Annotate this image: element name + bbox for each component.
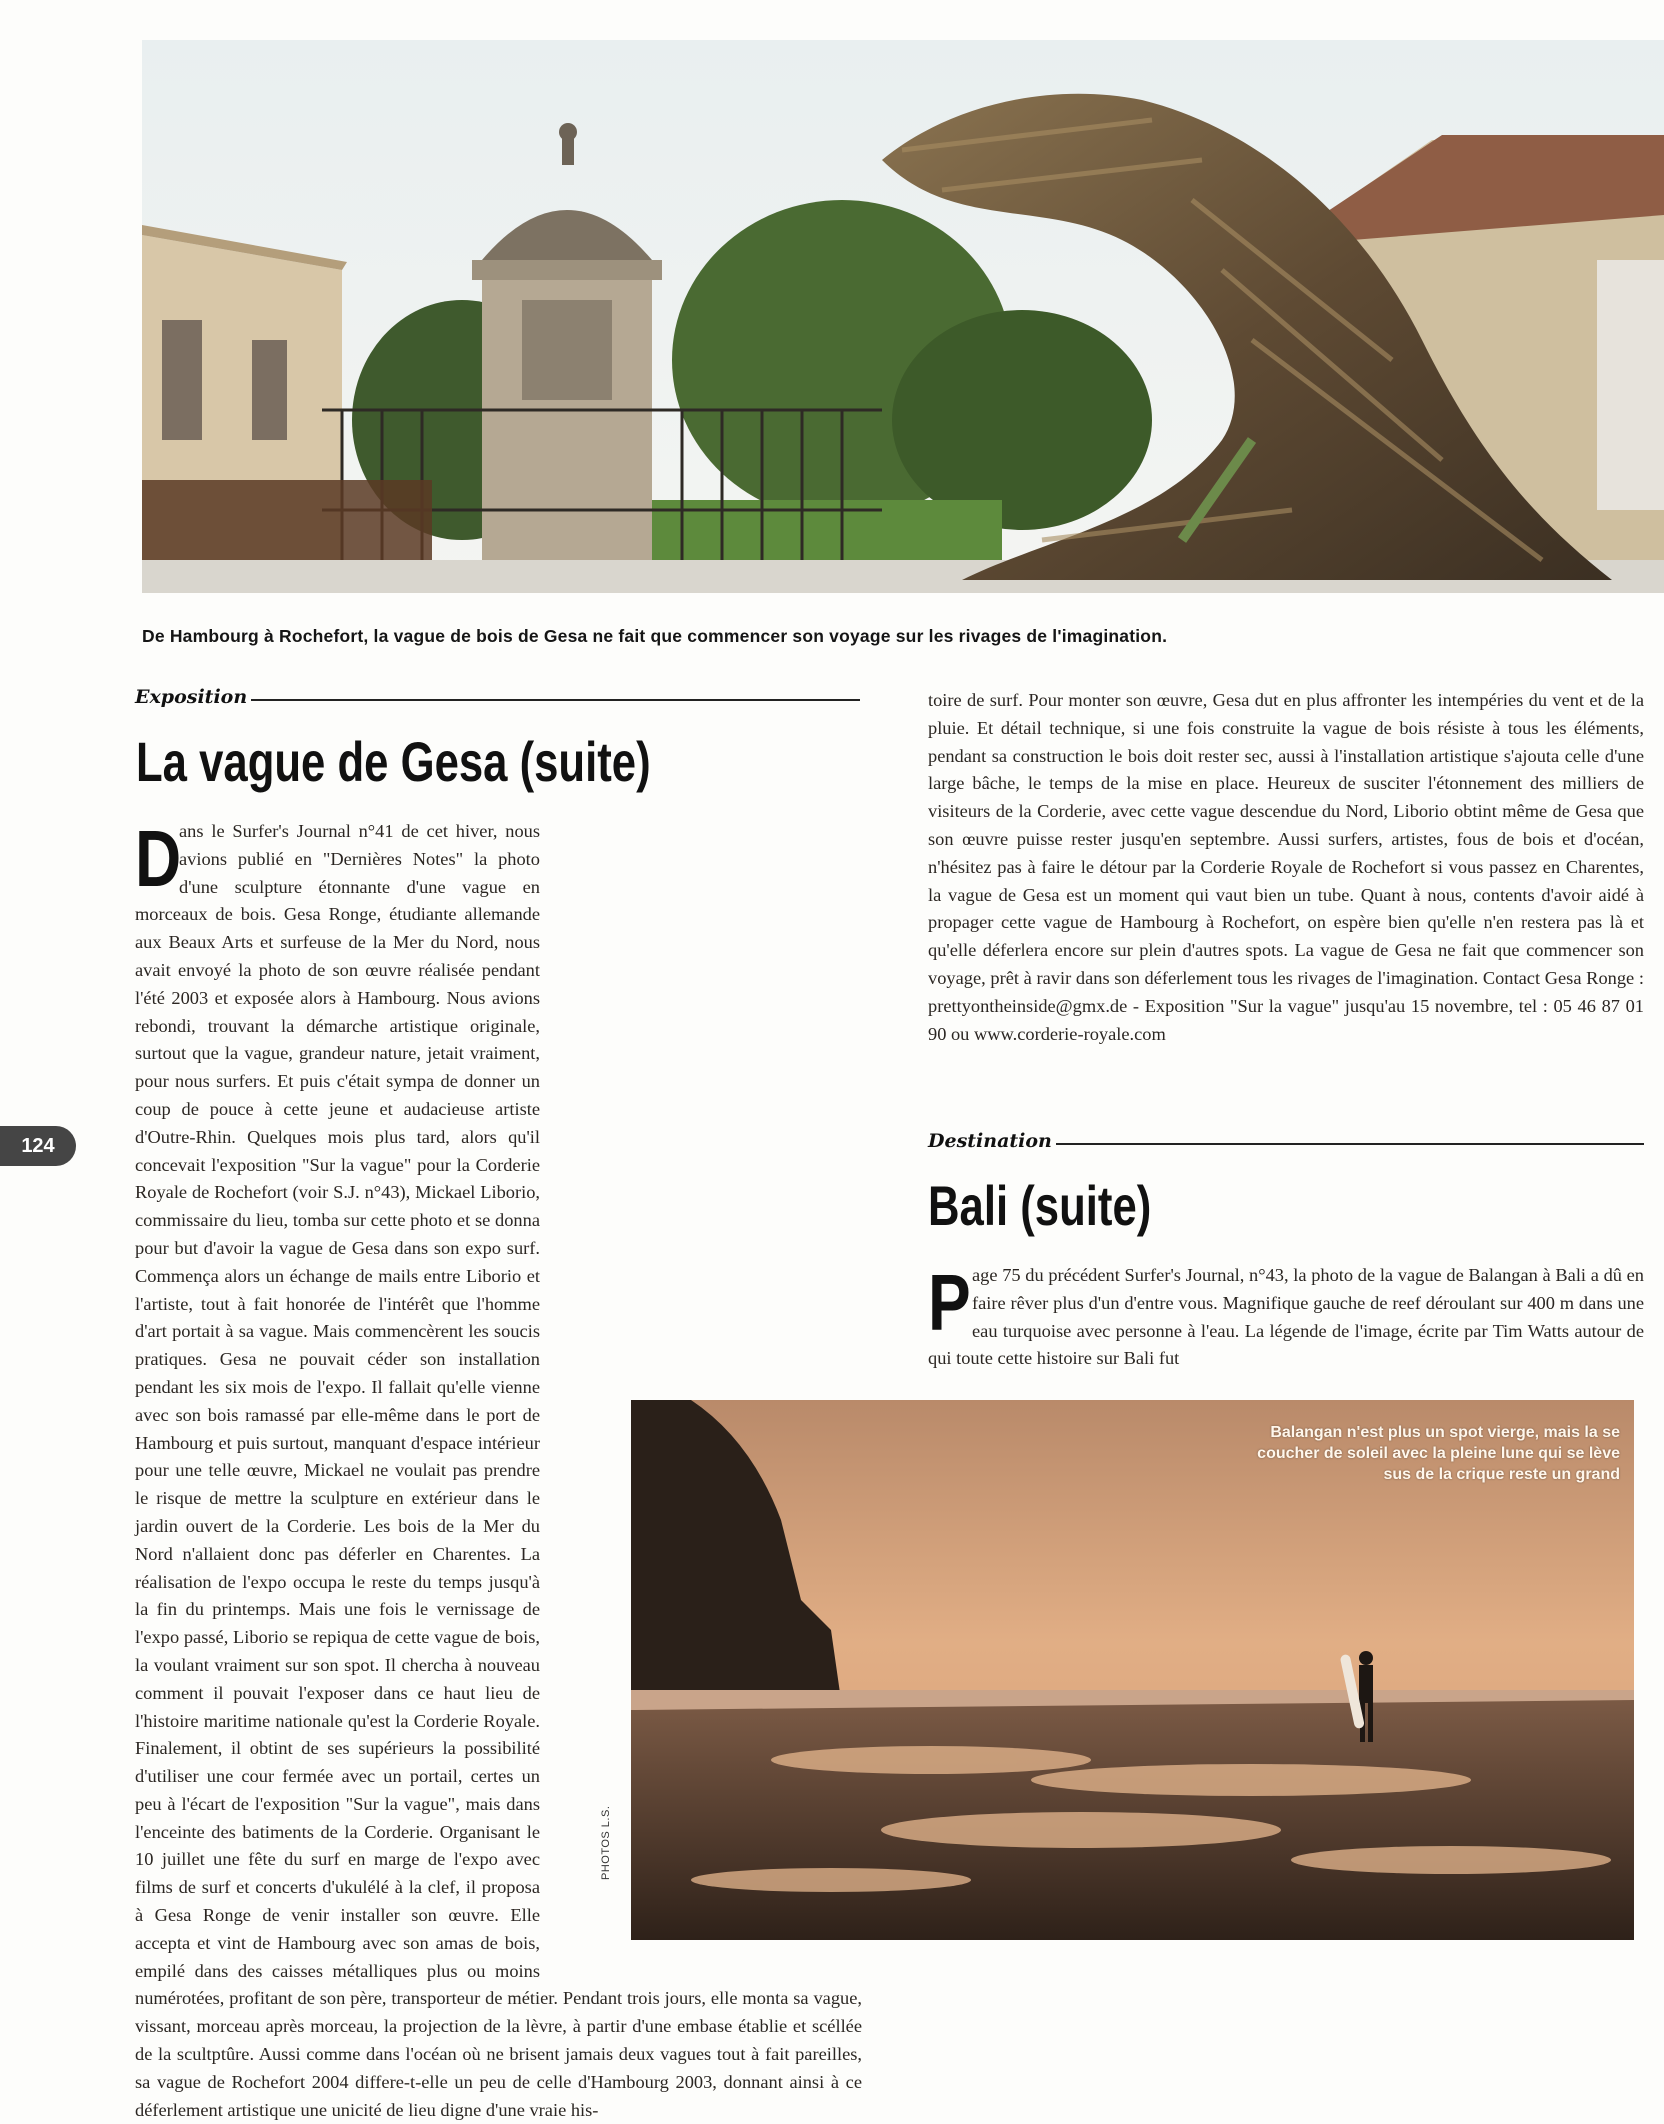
section-label-text: Exposition [135, 686, 248, 708]
top-photo-caption: De Hambourg à Rochefort, la vague de bois de Gesa ne fait que commencer son voyage sur les rivages de l'imagination. [142, 626, 1168, 646]
article-title-gesa: La vague de Gesa (suite) [136, 730, 651, 793]
section-label-exposition [135, 686, 860, 708]
wooden-wave-illustration [142, 40, 1664, 593]
top-photo-wooden-wave [142, 40, 1664, 593]
caption-line-3: sus de la crique reste un grand [1383, 1466, 1620, 1483]
section-label-destination [928, 1130, 1644, 1152]
article-bali-body [928, 1258, 1644, 1373]
article-gesa-body-continued: toire de surf. Pour monter son œuvre, Gesa dut en plus affronter les intempéries du vent et de la pluie. Et détail technique, si une fois construite la vague de bois résiste à tous les éléments, pendant sa construction le bois doit rester sec, aussi à l'installation artistique s'ajouta celle d'une large bâche, le temps de la mise en place. Heureux de susciter l'étonnement des milliers de visiteurs de la Corderie, avec cette vague descendue du Nord, Liborio obtint même de Gesa que son œuvre puisse rester jusqu'en septembre. Aussi surfers, artistes, fous de bois et d'océan, n'hésitez pas à faire le détour par la Corderie Royale de Rochefort si vous passez en Charentes, la vague de Gesa est un moment qui vaut bien un tube. Quant à nous, contents d'avoir aidé à propager cette vague de Hambourg à Rochefort, on espère bien qu'elle n'en restera pas là et qu'elle déferlera encore sur plein d'autres spots. La vague de Gesa ne fait que commencer son voyage, prêt à ravir dans son déferlement tous les rivages de l'imagination. Contact Gesa Ronge : prettyontheinside@gmx.de - Exposition "Sur la vague" jusqu'au 15 novembre, tel : 05 46 87 01 90 ou www.corderie-royale.com [928, 690, 1644, 1044]
dropcap-p: P [928, 1258, 971, 1347]
caption-line-1: Balangan n'est plus un spot vierge, mais la se [1270, 1424, 1620, 1441]
section-rule [1056, 1143, 1644, 1145]
bottom-photo-caption [1160, 1422, 1620, 1485]
section-label-text: Destination [928, 1130, 1052, 1152]
page-number-tab: 124 [0, 1126, 76, 1166]
dropcap-d: D [135, 814, 182, 903]
article-bali-column [928, 1258, 1644, 1372]
bottom-photo-balangan [631, 1400, 1634, 1940]
caption-line-2: coucher de soleil avec la pleine lune qui se lève [1257, 1445, 1620, 1462]
photo-credit: PHOTOS L.S. [600, 1805, 612, 1880]
section-rule [251, 699, 860, 701]
article-gesa-body-text: ans le Surfer's Journal n°41 de cet hiver, nous avions publié en "Dernières Notes" la photo d'une sculpture étonnante d'une vague en morceaux de bois. Gesa Ronge, étudiante allemande aux Beaux Arts et surfeuse de la Mer du Nord, nous avait envoyé la photo de son œuvre réalisée pendant l'été 2003 et exposée alors à Hambourg. Nous avions rebondi, trouvant la démarche artistique originale, surtout que la vague, grandeur nature, jetait vraiment, pour nous surfers. Et puis c'était sympa de donner un coup de pouce à cette jeune et audacieuse artiste d'Outre-Rhin. Quelques mois plus tard, alors qu'il concevait l'exposition "Sur la vague" pour la Corderie Royale de Rochefort (voir S.J. n°43), Mickael Liborio, commissaire du lieu, tomba sur cette photo et se donna pour but d'avoir la vague de Gesa dans son expo surf. Commença alors un échange de mails entre Liborio et l'artiste, tout à fait honorée de l'intérêt que l'homme d'art portait à sa vague. Mais commencèrent les soucis pratiques. Gesa ne pouvait céder son installation pendant les six mois de l'expo. Il fallait qu'elle vienne avec son bois ramassé par elle-même dans le port de Hambourg et puis surtout, manquant d'espace intérieur pour une telle œuvre, Mickael ne voulait pas prendre le risque de mettre la sculpture en extérieur dans le jardin ouvert de la Corderie. Les bois de la Mer du Nord n'allaient donc pas déferler en Charentes. La réalisation de l'expo occupa le reste du temps jusqu'à la fin du printemps. Mais une fois le vernissage de l'expo passé, Liborio se repiqua de cette vague de bois, la voulant vraiment sur son spot. Il chercha à nouveau comment il pouvait l'exposer dans ce haut lieu de l'histoire maritime nationale qu'est la Corderie Royale. Finalement, il obtint de ses supérieurs la possibilité d'utiliser une cour fermée avec un portail, certes un peu à l'écart de l'exposition "Sur la vague", mais dans l'enceinte des batiments de la Corderie. Organisant le 10 juillet une fête du surf en marge de l'expo avec films de surf et concerts d'ukulélé à la clef, il proposa à Gesa Ronge de venir installer son œuvre. Elle accepta et vint de Hambourg avec son amas de bois, empilé dans des caisses métalliques plus ou moins numérotées, profitant de son père, transporteur de métier. Pendant trois jours, elle monta sa vague, vissant, morceau après morceau, la projection de la lèvre, à partir d'une embase établie et scéllée de la scultptûre. Aussi comme dans l'océan où ne brisent jamais deux vagues tout à fait pareilles, sa vague de Rochefort 2004 differe-t-elle un peu de celle d'Hambourg 2003, donnant ainsi à ce déferlement artistique une unicité de lieu digne d'une vraie his- [135, 821, 862, 2120]
article-gesa-column-2 [928, 687, 1644, 1048]
article-title-bali: Bali (suite) [928, 1174, 1152, 1237]
article-bali-body-text: age 75 du précédent Surfer's Journal, n°43, la photo de la vague de Balangan à Bali a dû en faire rêver plus d'un d'entre vous. Magnifique gauche de reef déroulant sur 400 m dans une eau turquoise avec personne à l'eau. La légende de l'image, écrite par Tim Watts autour de qui toute cette histoire sur Bali fut [928, 1265, 1644, 1369]
